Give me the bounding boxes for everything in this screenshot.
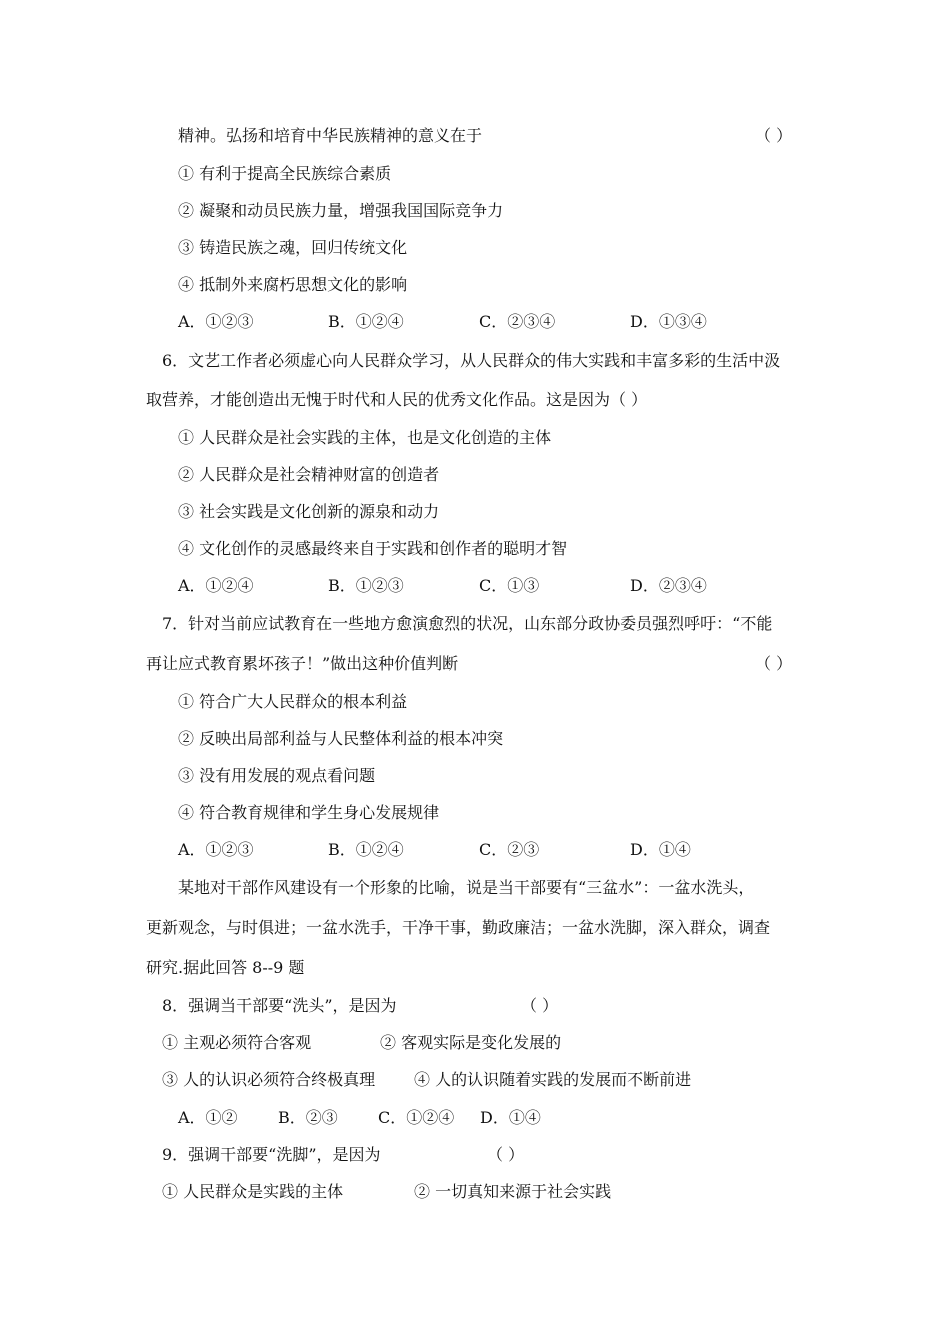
q5-option-c: C．②③④: [479, 312, 556, 331]
q8-option-c: C．①②④: [378, 1108, 455, 1127]
q6-option-b: B．①②③: [328, 576, 404, 595]
q6-stem-line-1: 6．文艺工作者必须虚心向人民群众学习，从人民群众的伟大实践和丰富多彩的生活中汲: [162, 351, 781, 370]
q6-item-3: ③ 社会实践是文化创新的源泉和动力: [178, 502, 440, 521]
q6-option-c: C．①③: [479, 576, 540, 595]
q7-item-4: ④ 符合教育规律和学生身心发展规律: [178, 803, 440, 822]
q6-item-1: ① 人民群众是社会实践的主体，也是文化创造的主体: [178, 428, 552, 447]
q6-option-a: A．①②④: [178, 576, 254, 595]
q6-item-2: ② 人民群众是社会精神财富的创造者: [178, 465, 440, 484]
q7-option-d: D．①④: [630, 840, 691, 859]
q5-option-b: B．①②④: [328, 312, 404, 331]
material-line-2: 更新观念，与时俱进；一盆水洗手，干净干事，勤政廉洁；一盆水洗脚，深入群众，调查: [146, 918, 771, 937]
q5-item-2: ② 凝聚和动员民族力量，增强我国国际竞争力: [178, 201, 504, 220]
q7-stem-line-1: 7．针对当前应试教育在一些地方愈演愈烈的状况，山东部分政协委员强烈呼吁：“不能: [162, 614, 773, 633]
q5-answer-paren: （ ）: [755, 126, 793, 145]
q5-item-1: ① 有利于提高全民族综合素质: [178, 164, 392, 183]
q8-item-1: ① 主观必须符合客观: [162, 1033, 312, 1052]
q9-answer-paren: （ ）: [487, 1145, 525, 1164]
q8-item-3: ③ 人的认识必须符合终极真理: [162, 1070, 376, 1089]
q7-item-3: ③ 没有用发展的观点看问题: [178, 766, 376, 785]
q8-stem: 8．强调当干部要“洗头”，是因为: [162, 996, 397, 1015]
q7-option-c: C．②③: [479, 840, 540, 859]
q5-stem: 精神。弘扬和培育中华民族精神的意义在于: [178, 126, 483, 145]
q6-option-d: D．②③④: [630, 576, 707, 595]
q5-option-a: A．①②③: [178, 312, 254, 331]
q8-option-b: B．②③: [278, 1108, 338, 1127]
material-line-1: 某地对干部作风建设有一个形象的比喻，说是当干部要有“三盆水”：一盆水洗头，: [178, 878, 755, 897]
q8-option-d: D．①④: [480, 1108, 541, 1127]
q9-item-2: ② 一切真知来源于社会实践: [414, 1182, 612, 1201]
q7-option-b: B．①②④: [328, 840, 404, 859]
q6-stem-line-2: 取营养，才能创造出无愧于时代和人民的优秀文化作品。这是因为（ ）: [146, 390, 648, 409]
q9-stem: 9．强调干部要“洗脚”，是因为: [162, 1145, 381, 1164]
q7-stem-line-2: 再让应式教育累坏孩子！”做出这种价值判断: [146, 654, 459, 673]
q9-item-1: ① 人民群众是实践的主体: [162, 1182, 344, 1201]
q8-answer-paren: （ ）: [521, 996, 559, 1015]
q5-item-4: ④ 抵制外来腐朽思想文化的影响: [178, 275, 408, 294]
q8-item-2: ② 客观实际是变化发展的: [380, 1033, 562, 1052]
q6-item-4: ④ 文化创作的灵感最终来自于实践和创作者的聪明才智: [178, 539, 568, 558]
q5-option-d: D．①③④: [630, 312, 707, 331]
q8-option-a: A．①②: [178, 1108, 238, 1127]
q8-item-4: ④ 人的认识随着实践的发展而不断前进: [414, 1070, 692, 1089]
q7-item-2: ② 反映出局部利益与人民整体利益的根本冲突: [178, 729, 504, 748]
q7-answer-paren: （ ）: [755, 654, 793, 673]
q7-option-a: A．①②③: [178, 840, 254, 859]
q7-item-1: ① 符合广大人民群众的根本利益: [178, 692, 408, 711]
q5-item-3: ③ 铸造民族之魂，回归传统文化: [178, 238, 408, 257]
material-line-3: 研究.据此回答 8--9 题: [146, 958, 305, 977]
